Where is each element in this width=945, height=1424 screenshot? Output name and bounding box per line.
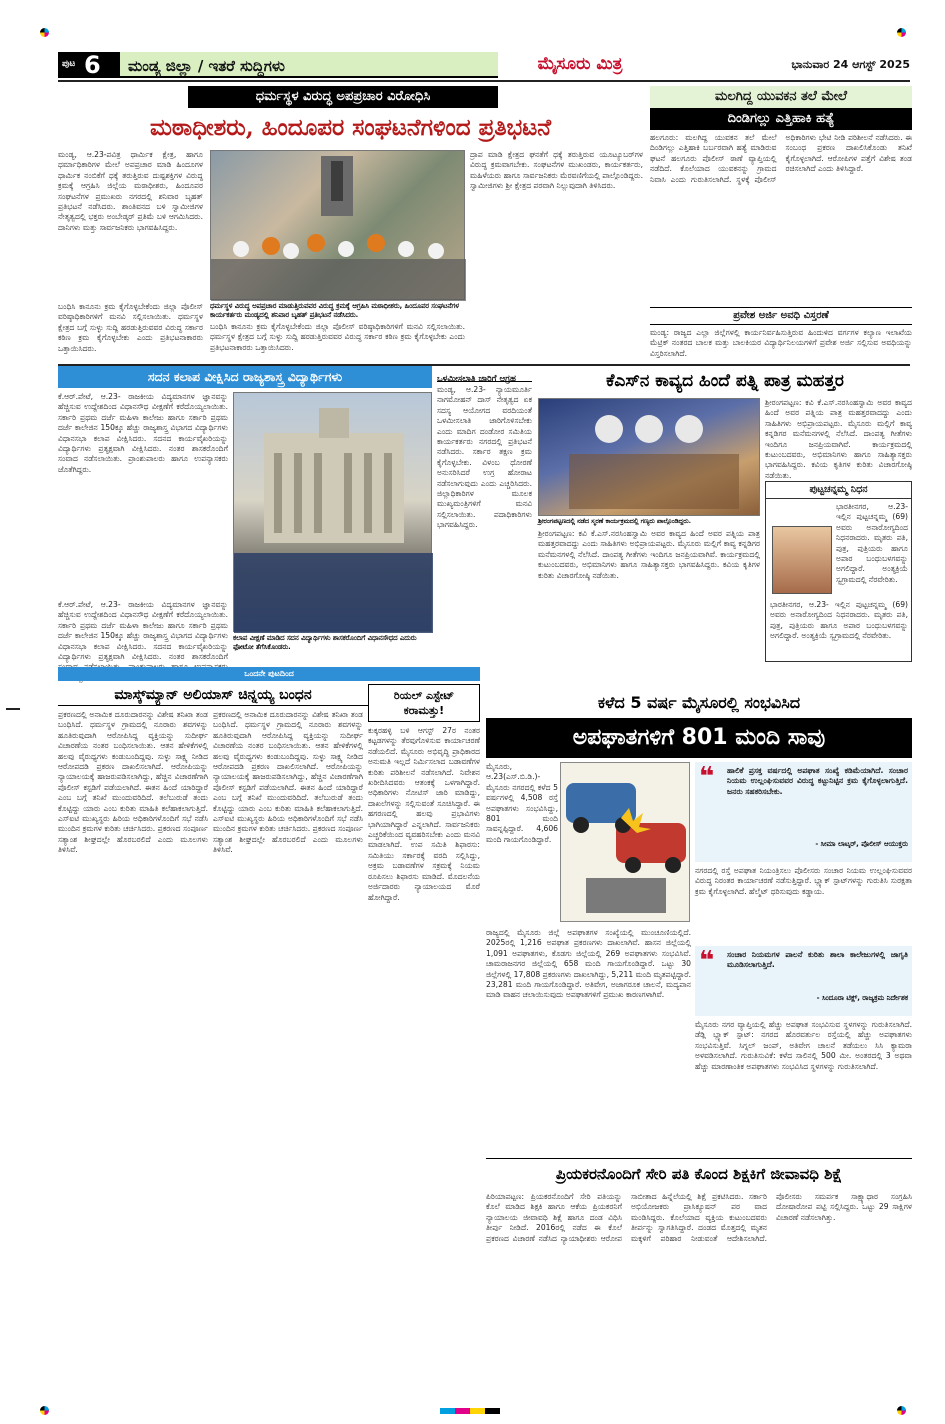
obituary-body-cont: ಭಾರತೀನಗರ, ಆ.23- ಇಲ್ಲಿನ ಪುಟ್ಟಚನ್ನಮ್ಮ (69) ಅವರು ಅನಾರೋಗ್ಯದಿಂದ ನಿಧನರಾದರು. ಮೃತರು ಪತಿ, ಪುತ್ರ, ಪುತ್ರಿಯರು ಹಾಗೂ ಅಪಾರ ಬಂಧುಬಳಗವನ್ನು ಅಗಲಿದ್ದಾರೆ. ಅಂತ್ಯಕ್ರಿಯೆ ಸ್ವಗ್ರಾಮದಲ್ಲಿ ನೆರವೇರಿತು. bbox=[770, 600, 908, 641]
right-headline: ದಿಂಡಿಗಲ್ಲು ಎತ್ತಿಹಾಕಿ ಹತ್ಯೆ bbox=[650, 108, 912, 130]
students-body: ಕೆ.ಆರ್.ಪೇಟೆ, ಆ.23- ರಾಜಕೀಯ ವಿದ್ಯಮಾನಗಳ ಜ್ಞಾನವನ್ನು ಹೆಚ್ಚಿಸುವ ಉದ್ದೇಶದಿಂದ ವಿಧಾನಸೌಧ ವೀಕ್ಷಣೆಗೆ ಕರೆದೊಯ್ಯಲಾಯಿತು. ಸರ್ಕಾರಿ ಪ್ರಥಮ ದರ್ಜೆ ಮಹಿಳಾ ಕಾಲೇಜು ಹಾಗೂ ಸರ್ಕಾರಿ ಪ್ರಥಮ ದರ್ಜೆ ಕಾಲೇಜಿನ 150ಕ್ಕೂ ಹೆಚ್ಚು ರಾಜ್ಯಶಾಸ್ತ್ರ ವಿಭಾಗದ ವಿದ್ಯಾರ್ಥಿಗಳು ವಿಧಾನಸಭಾ ಕಲಾಪ ವೀಕ್ಷಿಸಿದರು. ಸದನದ ಕಾರ್ಯವೈಖರಿಯನ್ನು ವಿದ್ಯಾರ್ಥಿಗಳು ಪ್ರತ್ಯಕ್ಷವಾಗಿ ವೀಕ್ಷಿಸಿದರು. ನಂತರ ಶಾಸಕರೊಂದಿಗೆ ಸಂವಾದ ನಡೆಸಲಾಯಿತು. ಪ್ರಾಂಶುಪಾಲರು ಹಾಗೂ ಉಪನ್ಯಾಸಕರು ಜೊತೆಗಿದ್ದರು. bbox=[58, 392, 228, 474]
registration-mark bbox=[897, 1406, 906, 1415]
keesan-headline: ಕೆಎಸ್‌ನ ಕಾವ್ಯದ ಹಿಂದೆ ಪತ್ನಿ ಪಾತ್ರ ಮಹತ್ತರ bbox=[606, 371, 844, 391]
vidhana-soudha-photo bbox=[233, 392, 432, 632]
maskman-col1: ಪ್ರಕರಣದಲ್ಲಿ ಅನಾಮಿಕ ದೂರುದಾರನನ್ನು ವಿಶೇಷ ತನಿಖಾ ತಂಡ ಬಂಧಿಸಿದೆ. ಧರ್ಮಸ್ಥಳ ಗ್ರಾಮದಲ್ಲಿ ನೂರಾರು ಶವಗಳನ್ನು ಹೂತಿರುವುದಾಗಿ ಆರೋಪಿಸಿದ್ದ ವ್ಯಕ್ತಿಯನ್ನು ಸುದೀರ್ಘ ವಿಚಾರಣೆಯ ನಂತರ ಬಂಧಿಸಲಾಯಿತು. ಆತನ ಹೇಳಿಕೆಗಳಲ್ಲಿ ಹಲವು ವೈರುಧ್ಯಗಳು ಕಂಡುಬಂದಿದ್ದವು. ಸುಳ್ಳು ಸಾಕ್ಷ್ಯ ನೀಡಿದ ಆರೋಪದಡಿ ಪ್ರಕರಣ ದಾಖಲಿಸಲಾಗಿದೆ. ಆರೋಪಿಯನ್ನು ನ್ಯಾಯಾಲಯಕ್ಕೆ ಹಾಜರುಪಡಿಸಲಾಗಿದ್ದು, ಹೆಚ್ಚಿನ ವಿಚಾರಣೆಗಾಗಿ ಪೊಲೀಸ್ ಕಸ್ಟಡಿಗೆ ಪಡೆಯಲಾಗಿದೆ. ಈತನ ಹಿಂದೆ ಯಾರಿದ್ದಾರೆ ಎಂಬ ಬಗ್ಗೆ ತನಿಖೆ ಮುಂದುವರಿದಿದೆ. ತಲೆಬುರುಡೆ ತಂದು ಕೊಟ್ಟಿದ್ದು ಯಾರು ಎಂಬ ಕುರಿತು ಮಾಹಿತಿ ಕಲೆಹಾಕಲಾಗುತ್ತಿದೆ. ಎಸ್‌ಐಟಿ ಮುಖ್ಯಸ್ಥರು ಹಿರಿಯ ಅಧಿಕಾರಿಗಳೊಂದಿಗೆ ಸಭೆ ನಡೆಸಿ ಮುಂದಿನ ಕ್ರಮಗಳ ಕುರಿತು ಚರ್ಚಿಸಿದರು. ಪ್ರಕರಣದ ಸಂಪೂರ್ಣ ಸತ್ಯಾಂಶ ಶೀಘ್ರದಲ್ಲೇ ಹೊರಬರಲಿದೆ ಎಂದು ಮೂಲಗಳು ತಿಳಿಸಿವೆ. bbox=[58, 710, 208, 855]
students-photo-caption: ಕಲಾಪ ವೀಕ್ಷಣೆ ಮಾಡಿದ ಸದನ ವಿದ್ಯಾರ್ಥಿಗಳು ಶಾಸಕರೊಂದಿಗೆ ವಿಧಾನಸೌಧದ ಎದುರು ಫೋಟೋ ತೆಗೆಸಿಕೊಂಡರು. bbox=[233, 634, 417, 651]
registration-mark bbox=[40, 1406, 49, 1415]
quote-open-icon: ❝ bbox=[699, 946, 715, 976]
lead-photo-caption: ಧರ್ಮಸ್ಥಳ ವಿರುದ್ಧ ಅಪಪ್ರಚಾರ ಮಾಡುತ್ತಿರುವವರ ವಿರುದ್ಧ ಕ್ರಮಕ್ಕೆ ಆಗ್ರಹಿಸಿ ಮಠಾಧೀಶರು, ಹಿಂದೂಪರ ಸಂಘಟನೆಗಳ ಕಾರ್ಯಕರ್ತರು ಮಂಡ್ಯದಲ್ಲಿ ಶನಿವಾರ ಬೃಹತ್ ಪ್ರತಿಭಟನೆ ನಡೆಸಿದರು. bbox=[210, 302, 459, 319]
color-bar bbox=[440, 1408, 500, 1414]
quote-open-icon: ❝ bbox=[699, 762, 715, 792]
right-sub-headline: ಪ್ರವೇಶ ಅರ್ಜಿ ಅವಧಿ ವಿಸ್ತರಣೆ bbox=[650, 307, 912, 325]
realestate-headline: ರಿಯಲ್ ಎಸ್ಟೇಟ್ ಕರಾಮತ್ತು! bbox=[368, 684, 480, 722]
accident-quote2-box bbox=[695, 946, 912, 1016]
right-sub-body: ಮಂಡ್ಯ: ರಾಜ್ಯದ ಎಲ್ಲಾ ಜಿಲ್ಲೆಗಳಲ್ಲಿ ಕಾರ್ಯನಿರ್ವಹಿಸುತ್ತಿರುವ ಹಿಂದುಳಿದ ವರ್ಗಗಳ ಕಲ್ಯಾಣ ಇಲಾಖೆಯ ಮೆಟ್ರಿಕ್ ನಂತರದ ಬಾಲಕ ಮತ್ತು ಬಾಲಕಿಯರ ವಿದ್ಯಾರ್ಥಿನಿಲಯಗಳಿಗೆ ಪ್ರವೇಶ ಅರ್ಜಿ ಸಲ್ಲಿಸುವ ಅವಧಿಯನ್ನು ವಿಸ್ತರಿಸಲಾಗಿದೆ. bbox=[650, 328, 912, 358]
lead-kicker: ಧರ್ಮಸ್ಥಳ ವಿರುದ್ಧ ಅಪಪ್ರಚಾರ ವಿರೋಧಿಸಿ bbox=[188, 86, 498, 108]
accident-quote-box bbox=[695, 762, 912, 862]
obituary-photo bbox=[772, 526, 832, 594]
protest-crowd-illustration bbox=[211, 151, 466, 301]
lead-body-col1b: ಬಂಧಿಸಿ ಕಾನೂನು ಕ್ರಮ ಕೈಗೊಳ್ಳಬೇಕೆಂದು ಜಿಲ್ಲಾ ಪೊಲೀಸ್ ವರಿಷ್ಠಾಧಿಕಾರಿಗಳಿಗೆ ಮನವಿ ಸಲ್ಲಿಸಲಾಯಿತು. ಧರ್ಮಸ್ಥಳ ಕ್ಷೇತ್ರದ ಬಗ್ಗೆ ಸುಳ್ಳು ಸುದ್ದಿ ಹರಡುತ್ತಿರುವವರ ವಿರುದ್ಧ ಸರ್ಕಾರ ಕಠಿಣ ಕ್ರಮ ಕೈಗೊಳ್ಳಬೇಕು ಎಂದು ಪ್ರತಿಭಟನಾಕಾರರು ಒತ್ತಾಯಿಸಿದರು. bbox=[58, 302, 203, 353]
stage-illustration bbox=[539, 399, 761, 517]
accident-body1: ಮೈಸೂರು, ಆ.23(ಎಸ್.ಬಿ.ಡಿ.)- ಮೈಸೂರು ನಗರದಲ್ಲಿ ಕಳೆದ 5 ವರ್ಷಗಳಲ್ಲಿ 4,508 ರಸ್ತೆ ಅಪಘಾತಗಳು ಸಂಭವಿಸಿದ್ದು, 801 ಮಂದಿ ಸಾವನ್ನಪ್ಪಿದ್ದಾರೆ. 4,606 ಮಂದಿ ಗಾಯಗೊಂಡಿದ್ದಾರೆ. bbox=[486, 762, 558, 844]
realestate-body: ಕುಕ್ಕರಹಳ್ಳಿ ಬಳಿ ಆಗಸ್ಟ್ 27ರ ನಂತರ ಕಟ್ಟಡಗಳನ್ನು ತೆರವುಗೊಳಿಸುವ ಕಾರ್ಯಾಚರಣೆ ನಡೆಯಲಿದೆ. ಮೈಸೂರು ಅಭಿವೃದ್ಧಿ ಪ್ರಾಧಿಕಾರದ ಅನುಮತಿ ಇಲ್ಲದೆ ನಿರ್ಮಿಸಲಾದ ಬಡಾವಣೆಗಳ ಕುರಿತು ಪರಿಶೀಲನೆ ನಡೆಸಲಾಗಿದೆ. ನಿವೇಶನ ಖರೀದಿಸಿದವರು ಆತಂಕಕ್ಕೆ ಒಳಗಾಗಿದ್ದಾರೆ. ಅಧಿಕಾರಿಗಳು ನೋಟಿಸ್ ಜಾರಿ ಮಾಡಿದ್ದು, ದಾಖಲೆಗಳನ್ನು ಸಲ್ಲಿಸುವಂತೆ ಸೂಚಿಸಿದ್ದಾರೆ. ಈ ಹಗರಣದಲ್ಲಿ ಹಲವು ಪ್ರಭಾವಿಗಳು ಭಾಗಿಯಾಗಿದ್ದಾರೆ ಎನ್ನಲಾಗಿದೆ. ಸಾರ್ವಜನಿಕರು ಎಚ್ಚರಿಕೆಯಿಂದ ವ್ಯವಹರಿಸಬೇಕು ಎಂದು ಮನವಿ ಮಾಡಲಾಗಿದೆ. ಉಪ ಸಮಿತಿ ಶಿಫಾರಸು: ಸಮಿತಿಯು ಸರ್ಕಾರಕ್ಕೆ ವರದಿ ಸಲ್ಲಿಸಿದ್ದು, ಅಕ್ರಮ ಬಡಾವಣೆಗಳ ಸಕ್ರಮಕ್ಕೆ ನಿಯಮ ರೂಪಿಸಲು ಶಿಫಾರಸು ಮಾಡಿದೆ. ಮೊದಲನೆಯ ಅರ್ಜಿದಾರರು ನ್ಯಾಯಾಲಯದ ಮೊರೆ ಹೋಗಿದ್ದಾರೆ. bbox=[368, 726, 480, 902]
accident-body3: ನಗರದಲ್ಲಿ ರಸ್ತೆ ಅಪಘಾತ ನಿಯಂತ್ರಿಸಲು ಪೊಲೀಸರು ಸಂಚಾರ ನಿಯಮ ಉಲ್ಲಂಘಿಸುವವರ ವಿರುದ್ಧ ನಿರಂತರ ಕಾರ್ಯಾಚರಣೆ ನಡೆಸುತ್ತಿದ್ದಾರೆ. ಬ್ಲ್ಯಾಕ್ ಸ್ಪಾಟ್‌ಗಳನ್ನು ಗುರುತಿಸಿ ಸುರಕ್ಷತಾ ಕ್ರಮ ಕೈಗೊಳ್ಳಲಾಗಿದೆ. ಹೆಲ್ಮೆಟ್ ಧರಿಸುವುದು ಕಡ್ಡಾಯ. bbox=[695, 866, 912, 896]
section-bar bbox=[120, 52, 498, 78]
accident-illustration bbox=[560, 762, 690, 922]
keesan-caption: ಶ್ರೀರಂಗಪಟ್ಟಣದಲ್ಲಿ ನಡೆದ ಸ್ಮರಣೆ ಕಾರ್ಯಕ್ರಮದಲ್ಲಿ ಗಣ್ಯರು ಪಾಲ್ಗೊಂಡಿದ್ದರು. bbox=[538, 518, 692, 525]
mid-headline: ಒಳಮೀಸಲಾತಿ ಜಾರಿಗೆ ಆಗ್ರಹ bbox=[437, 374, 516, 384]
car-crash-illustration bbox=[561, 763, 691, 923]
building-illustration bbox=[234, 393, 433, 633]
accident-quote2-by: - ಸಿಂದೂರಾ ಟಿಕ್ಲ್, ರಾಜ್ಯಕ್ರಮ ನಿರ್ದೇಶಕ bbox=[816, 994, 908, 1002]
accident-kicker: ಕಳೆದ 5 ವರ್ಷ ಮೈಸೂರಲ್ಲಿ ಸಂಭವಿಸಿದ bbox=[597, 693, 801, 712]
students-headline-bar bbox=[58, 366, 432, 388]
accident-quote2: ಸಂಚಾರ ನಿಯಮಗಳ ಪಾಲನೆ ಕುರಿತು ಶಾಲಾ ಕಾಲೇಜುಗಳಲ್ಲಿ ಜಾಗೃತಿ ಮೂಡಿಸಲಾಗುತ್ತಿದೆ. bbox=[727, 950, 908, 970]
right-kicker: ಮಲಗಿದ್ದ ಯುವಕನ ತಲೆ ಮೇಲೆ bbox=[650, 86, 912, 108]
maskman-col2: ಪ್ರಕರಣದಲ್ಲಿ ಅನಾಮಿಕ ದೂರುದಾರನನ್ನು ವಿಶೇಷ ತನಿಖಾ ತಂಡ ಬಂಧಿಸಿದೆ. ಧರ್ಮಸ್ಥಳ ಗ್ರಾಮದಲ್ಲಿ ನೂರಾರು ಶವಗಳನ್ನು ಹೂತಿರುವುದಾಗಿ ಆರೋಪಿಸಿದ್ದ ವ್ಯಕ್ತಿಯನ್ನು ಸುದೀರ್ಘ ವಿಚಾರಣೆಯ ನಂತರ ಬಂಧಿಸಲಾಯಿತು. ಆತನ ಹೇಳಿಕೆಗಳಲ್ಲಿ ಹಲವು ವೈರುಧ್ಯಗಳು ಕಂಡುಬಂದಿದ್ದವು. ಸುಳ್ಳು ಸಾಕ್ಷ್ಯ ನೀಡಿದ ಆರೋಪದಡಿ ಪ್ರಕರಣ ದಾಖಲಿಸಲಾಗಿದೆ. ಆರೋಪಿಯನ್ನು ನ್ಯಾಯಾಲಯಕ್ಕೆ ಹಾಜರುಪಡಿಸಲಾಗಿದ್ದು, ಹೆಚ್ಚಿನ ವಿಚಾರಣೆಗಾಗಿ ಪೊಲೀಸ್ ಕಸ್ಟಡಿಗೆ ಪಡೆಯಲಾಗಿದೆ. ಈತನ ಹಿಂದೆ ಯಾರಿದ್ದಾರೆ ಎಂಬ ಬಗ್ಗೆ ತನಿಖೆ ಮುಂದುವರಿದಿದೆ. ತಲೆಬುರುಡೆ ತಂದು ಕೊಟ್ಟಿದ್ದು ಯಾರು ಎಂಬ ಕುರಿತು ಮಾಹಿತಿ ಕಲೆಹಾಕಲಾಗುತ್ತಿದೆ. ಎಸ್‌ಐಟಿ ಮುಖ್ಯಸ್ಥರು ಹಿರಿಯ ಅಧಿಕಾರಿಗಳೊಂದಿಗೆ ಸಭೆ ನಡೆಸಿ ಮುಂದಿನ ಕ್ರಮಗಳ ಕುರಿತು ಚರ್ಚಿಸಿದರು. ಪ್ರಕರಣದ ಸಂಪೂರ್ಣ ಸತ್ಯಾಂಶ ಶೀಘ್ರದಲ್ಲೇ ಹೊರಬರಲಿದೆ ಎಂದು ಮೂಲಗಳು ತಿಳಿಸಿವೆ. bbox=[213, 710, 363, 855]
keesan-body: ಶ್ರೀರಂಗಪಟ್ಟಣ: ಕವಿ ಕೆ.ಎಸ್.ನರಸಿಂಹಸ್ವಾಮಿ ಅವರ ಕಾವ್ಯದ ಹಿಂದೆ ಅವರ ಪತ್ನಿಯ ಪಾತ್ರ ಮಹತ್ತರವಾದದ್ದು ಎಂದು ಸಾಹಿತಿಗಳು ಅಭಿಪ್ರಾಯಪಟ್ಟರು. ಮೈಸೂರು ಮಲ್ಲಿಗೆ ಕಾವ್ಯ ಕನ್ನಡಿಗರ ಮನೆಮನಗಳಲ್ಲಿ ನೆಲೆಸಿದೆ. ದಾಂಪತ್ಯ ಗೀತೆಗಳು ಇಂದಿಗೂ ಜನಪ್ರಿಯವಾಗಿವೆ. ಕಾರ್ಯಕ್ರಮದಲ್ಲಿ ಕುಟುಂಬದವರು, ಅಭಿಮಾನಿಗಳು ಹಾಗೂ ಸಾಹಿತ್ಯಾಸಕ್ತರು ಭಾಗವಹಿಸಿದ್ದರು. ಕವಿಯ ಕೃತಿಗಳ ಕುರಿತು ವಿಚಾರಗೋಷ್ಠಿ ನಡೆಯಿತು. bbox=[538, 529, 760, 580]
margin-mark bbox=[6, 708, 20, 710]
obituary-body: ಭಾರತೀನಗರ, ಆ.23- ಇಲ್ಲಿನ ಪುಟ್ಟಚನ್ನಮ್ಮ (69) ಅವರು ಅನಾರೋಗ್ಯದಿಂದ ನಿಧನರಾದರು. ಮೃತರು ಪತಿ, ಪುತ್ರ, ಪುತ್ರಿಯರು ಹಾಗೂ ಅಪಾರ ಬಂಧುಬಳಗವನ್ನು ಅಗಲಿದ್ದಾರೆ. ಅಂತ್ಯಕ್ರಿಯೆ ಸ್ವಗ್ರಾಮದಲ್ಲಿ ನೆರವೇರಿತು. bbox=[836, 502, 908, 584]
obituary-title: ಪುಟ್ಟಚನ್ನಮ್ಮ ನಿಧನ bbox=[766, 482, 911, 499]
right-body: ಹಲಗೂರು: ಮಲಗಿದ್ದ ಯುವಕನ ತಲೆ ಮೇಲೆ ದಿಂಡಿಗಲ್ಲು ಎತ್ತಿಹಾಕಿ ಬರ್ಬರವಾಗಿ ಹತ್ಯೆ ಮಾಡಿರುವ ಘಟನೆ ಹಲಗೂರು ಪೊಲೀಸ್ ಠಾಣೆ ವ್ಯಾಪ್ತಿಯಲ್ಲಿ ನಡೆದಿದೆ. ಕೊಲೆಯಾದ ಯುವಕನನ್ನು ಗ್ರಾಮದ ನಿವಾಸಿ ಎಂದು ಗುರುತಿಸಲಾಗಿದೆ. ಸ್ಥಳಕ್ಕೆ ಪೊಲೀಸ್ ಅಧಿಕಾರಿಗಳು ಭೇಟಿ ನೀಡಿ ಪರಿಶೀಲನೆ ನಡೆಸಿದರು. ಈ ಸಂಬಂಧ ಪ್ರಕರಣ ದಾಖಲಿಸಿಕೊಂಡು ತನಿಖೆ ಕೈಗೊಳ್ಳಲಾಗಿದೆ. ಆರೋಪಿಗಳ ಪತ್ತೆಗೆ ವಿಶೇಷ ತಂಡ ರಚಿಸಲಾಗಿದೆ ಎಂದು ತಿಳಿಸಿದ್ದಾರೆ. bbox=[650, 133, 912, 184]
obituary-box bbox=[765, 481, 912, 662]
accident-quote-by: - ಸೀಮಾ ಲಾಟ್ಕರ್, ಪೊಲೀಸ್ ಆಯುಕ್ತರು bbox=[815, 840, 908, 848]
mid-body: ಮಂಡ್ಯ, ಆ.23- ನ್ಯಾಯಮೂರ್ತಿ ನಾಗಮೋಹನ್ ದಾಸ್ ನೇತೃತ್ವದ ಏಕ ಸದಸ್ಯ ಆಯೋಗದ ವರದಿಯಂತೆ ಒಳಮೀಸಲಾತಿ ಜಾರಿಗೊಳಿಸಬೇಕು ಎಂದು ಮಾದಿಗ ದಂಡೋರ ಸಮಿತಿಯ ಕಾರ್ಯಕರ್ತರು ನಗರದಲ್ಲಿ ಪ್ರತಿಭಟನೆ ನಡೆಸಿದರು. ಸರ್ಕಾರ ತಕ್ಷಣ ಕ್ರಮ ಕೈಗೊಳ್ಳಬೇಕು. ವಿಳಂಬ ಧೋರಣೆ ಅನುಸರಿಸಿದರೆ ಉಗ್ರ ಹೋರಾಟ ನಡೆಸಲಾಗುವುದು ಎಂದು ಎಚ್ಚರಿಸಿದರು. ಜಿಲ್ಲಾಧಿಕಾರಿಗಳ ಮೂಲಕ ಮುಖ್ಯಮಂತ್ರಿಗಳಿಗೆ ಮನವಿ ಸಲ್ಲಿಸಲಾಯಿತು. ಪದಾಧಿಕಾರಿಗಳು ಭಾಗವಹಿಸಿದ್ದರು. bbox=[437, 385, 532, 530]
lead-headline: ಮಠಾಧೀಶರು, ಹಿಂದೂಪರ ಸಂಘಟನೆಗಳಿಂದ ಪ್ರತಿಭಟನೆ bbox=[150, 114, 551, 141]
continued-label: ಒಂದನೇ ಪುಟದಿಂದ bbox=[244, 669, 294, 678]
maskman-headline: ಮಾಸ್ಕ್‌ಮ್ಯಾನ್ ಅಲಿಯಾಸ್ ಚಿನ್ನಯ್ಯ ಬಂಧನ bbox=[58, 684, 368, 706]
issue-date: ಭಾನುವಾರ 24 ಆಗಸ್ಟ್ 2025 bbox=[791, 58, 910, 71]
lead-photo bbox=[210, 150, 465, 300]
masthead-logo: ಮೈಸೂರು ಮಿತ್ರ bbox=[537, 54, 623, 74]
registration-mark bbox=[40, 28, 49, 37]
lead-body-col3: ದ್ರಾಪ ಮಾಡಿ ಕ್ಷೇತ್ರದ ಘನತೆಗೆ ಧಕ್ಕೆ ತರುತ್ತಿರುವ ಯೂಟ್ಯೂಬರ್‌ಗಳ ವಿರುದ್ಧ ಕ್ರಮವಾಗಬೇಕು. ಸಂಘಟನೆಗಳ ಮುಖಂಡರು, ಕಾರ್ಯಕರ್ತರು, ಮಹಿಳೆಯರು ಹಾಗೂ ಸಾರ್ವಜನಿಕರು ಮೆರವಣಿಗೆಯಲ್ಲಿ ಪಾಲ್ಗೊಂಡಿದ್ದರು. ಸ್ವಾಮೀಜಿಗಳು ಶ್ರೀ ಕ್ಷೇತ್ರದ ಪರವಾಗಿ ನಿಲ್ಲುವುದಾಗಿ ತಿಳಿಸಿದರು. bbox=[470, 150, 643, 191]
keesan-body-right: ಶ್ರೀರಂಗಪಟ್ಟಣ: ಕವಿ ಕೆ.ಎಸ್.ನರಸಿಂಹಸ್ವಾಮಿ ಅವರ ಕಾವ್ಯದ ಹಿಂದೆ ಅವರ ಪತ್ನಿಯ ಪಾತ್ರ ಮಹತ್ತರವಾದದ್ದು ಎಂದು ಸಾಹಿತಿಗಳು ಅಭಿಪ್ರಾಯಪಟ್ಟರು. ಮೈಸೂರು ಮಲ್ಲಿಗೆ ಕಾವ್ಯ ಕನ್ನಡಿಗರ ಮನೆಮನಗಳಲ್ಲಿ ನೆಲೆಸಿದೆ. ದಾಂಪತ್ಯ ಗೀತೆಗಳು ಇಂದಿಗೂ ಜನಪ್ರಿಯವಾಗಿವೆ. ಕಾರ್ಯಕ್ರಮದಲ್ಲಿ ಕುಟುಂಬದವರು, ಅಭಿಮಾನಿಗಳು ಹಾಗೂ ಸಾಹಿತ್ಯಾಸಕ್ತರು ಭಾಗವಹಿಸಿದ್ದರು. ಕವಿಯ ಕೃತಿಗಳ ಕುರಿತು ವಿಚಾರಗೋಷ್ಠಿ ನಡೆಯಿತು. bbox=[765, 398, 912, 480]
keesan-photo bbox=[538, 398, 760, 516]
continued-bar bbox=[58, 667, 480, 681]
accident-headline-box bbox=[486, 718, 912, 758]
lead-body-col1: ಮಂಡ್ಯ, ಆ.23-ಪವಿತ್ರ ಧಾರ್ಮಿಕ ಕ್ಷೇತ್ರ, ಹಾಗೂ ಧರ್ಮಾಧಿಕಾರಿಗಳ ಮೇಲೆ ಅಪಪ್ರಚಾರ ಮಾಡಿ ಹಿಂದೂಗಳ ಧಾರ್ಮಿಕ ನಂಬಿಕೆಗೆ ಧಕ್ಕೆ ತರುತ್ತಿರುವ ದುಷ್ಟಶಕ್ತಿಗಳ ವಿರುದ್ಧ ಕ್ರಮಕ್ಕೆ ಆಗ್ರಹಿಸಿ ಜಿಲ್ಲೆಯ ಮಠಾಧೀಶರು, ಹಿಂದೂಪರ ಸಂಘಟನೆಗಳ ಪ್ರಮುಖರು ನಗರದಲ್ಲಿ ಶನಿವಾರ ಬೃಹತ್ ಪ್ರತಿಭಟನೆ ನಡೆಸಿದರು. ಶಾಂತಿವನದ ಬಳಿ ಸ್ವಾಮೀಜಿಗಳ ನೇತೃತ್ವದಲ್ಲಿ ಭಕ್ತರು ಅಂಬೇಡ್ಕರ್ ಪ್ರತಿಮೆ ಬಳಿ ಆಗಮಿಸಿದರು. ದಾನಿಗಳು ಮತ್ತು ಸಾರ್ವಜನಿಕರು ಭಾಗವಹಿಸಿದ್ದರು. bbox=[58, 150, 203, 232]
mid-headline-box bbox=[437, 366, 532, 382]
accident-headline: ಅಪಘಾತಗಳಿಗೆ 801 ಮಂದಿ ಸಾವು bbox=[572, 725, 826, 750]
accident-quote: ಹಾಲಿಕೆ ಪ್ರಸಕ್ತ ವರ್ಷದಲ್ಲಿ ಅಪಘಾತ ಸಂಖ್ಯೆ ಕಡಿಮೆಯಾಗಿದೆ. ಸಂಚಾರ ನಿಯಮ ಉಲ್ಲಂಘಿಸುವವರ ವಿರುದ್ಧ ಕಟ್ಟುನಿಟ್ಟಿನ ಕ್ರಮ ಕೈಗೊಳ್ಳಲಾಗುತ್ತಿದೆ. ಜನರು ಸಹಕರಿಸಬೇಕು. bbox=[727, 766, 908, 796]
page-label: ಪುಟ bbox=[62, 59, 76, 69]
accident-body4: ಮೈಸೂರು ನಗರ ವ್ಯಾಪ್ತಿಯಲ್ಲಿ ಹೆಚ್ಚು ಅಪಘಾತ ಸಂಭವಿಸುವ ಸ್ಥಳಗಳನ್ನು ಗುರುತಿಸಲಾಗಿದೆ. ಡೆಡ್ಲಿ ಬ್ಲ್ಯಾಕ್ ಸ್ಪಾಟ್: ನಗರದ ಹೊರವರ್ತುಲ ರಸ್ತೆಯಲ್ಲಿ ಹೆಚ್ಚು ಅಪಘಾತಗಳು ಸಂಭವಿಸುತ್ತಿವೆ. ಸಿಗ್ನಲ್ ಜಂಪ್, ಅತಿವೇಗ ಚಾಲನೆ ತಡೆಯಲು ಸಿಸಿ ಕ್ಯಾಮರಾ ಅಳವಡಿಸಲಾಗಿದೆ. ಗುರುತಿಸುವಿಕೆ: ಕಳೆದ ಸಾಲಿನಲ್ಲಿ 500 ಮೀ. ಅಂತರದಲ್ಲಿ 3 ಅಥವಾ ಹೆಚ್ಚು ಮಾರಣಾಂತಿಕ ಅಪಘಾತಗಳು ಸಂಭವಿಸಿದ ಸ್ಥಳಗಳನ್ನು ಗುರುತಿಸಲಾಗಿದೆ. bbox=[695, 1020, 912, 1071]
lead-body-col2: ಬಂಧಿಸಿ ಕಾನೂನು ಕ್ರಮ ಕೈಗೊಳ್ಳಬೇಕೆಂದು ಜಿಲ್ಲಾ ಪೊಲೀಸ್ ವರಿಷ್ಠಾಧಿಕಾರಿಗಳಿಗೆ ಮನವಿ ಸಲ್ಲಿಸಲಾಯಿತು. ಧರ್ಮಸ್ಥಳ ಕ್ಷೇತ್ರದ ಬಗ್ಗೆ ಸುಳ್ಳು ಸುದ್ದಿ ಹರಡುತ್ತಿರುವವರ ವಿರುದ್ಧ ಸರ್ಕಾರ ಕಠಿಣ ಕ್ರಮ ಕೈಗೊಳ್ಳಬೇಕು ಎಂದು ಪ್ರತಿಭಟನಾಕಾರರು ಒತ್ತಾಯಿಸಿದರು. bbox=[210, 322, 465, 352]
page-number-box bbox=[58, 52, 120, 78]
accident-body2: ರಾಜ್ಯದಲ್ಲಿ ಮೈಸೂರು ಜಿಲ್ಲೆ ಅಪಘಾತಗಳ ಸಂಖ್ಯೆಯಲ್ಲಿ ಮುಂಚೂಣಿಯಲ್ಲಿದೆ. 2025ರಲ್ಲಿ 1,216 ಅಪಘಾತ ಪ್ರಕರಣಗಳು ದಾಖಲಾಗಿವೆ. ಹಾಸನ ಜಿಲ್ಲೆಯಲ್ಲಿ 1,091 ಅಪಘಾತಗಳು, ಕೊಡಗು ಜಿಲ್ಲೆಯಲ್ಲಿ 269 ಅಪಘಾತಗಳು ಸಂಭವಿಸಿವೆ. ಚಾಮರಾಜನಗರ ಜಿಲ್ಲೆಯಲ್ಲಿ 658 ಮಂದಿ ಗಾಯಗೊಂಡಿದ್ದಾರೆ. ಒಟ್ಟು 30 ಜಿಲ್ಲೆಗಳಲ್ಲಿ 17,808 ಪ್ರಕರಣಗಳು ದಾಖಲಾಗಿದ್ದು, 5,211 ಮಂದಿ ಮೃತಪಟ್ಟಿದ್ದಾರೆ. 23,281 ಮಂದಿ ಗಾಯಗೊಂಡಿದ್ದಾರೆ. ಅತಿವೇಗ, ಅಜಾಗರೂಕ ಚಾಲನೆ, ಮದ್ಯಪಾನ ಮಾಡಿ ವಾಹನ ಚಲಾಯಿಸುವುದು ಅಪಘಾತಗಳಿಗೆ ಪ್ರಮುಖ ಕಾರಣಗಳಾಗಿವೆ. bbox=[486, 928, 691, 1000]
header-rule bbox=[58, 80, 910, 82]
students-headline: ಸದನ ಕಲಾಪ ವೀಕ್ಷಿಸಿದ ರಾಜ್ಯಶಾಸ್ತ್ರ ವಿದ್ಯಾರ್ಥಿಗಳು bbox=[147, 369, 343, 384]
page-number: 6 bbox=[84, 51, 101, 79]
registration-mark bbox=[897, 28, 906, 37]
lover-headline: ಪ್ರಿಯಕರನೊಂದಿಗೆ ಸೇರಿ ಪತಿ ಕೊಂದ ಶಿಕ್ಷಕಿಗೆ ಜೀವಾವಧಿ ಶಿಕ್ಷೆ bbox=[486, 1158, 912, 1188]
students-body-cont: ಕೆ.ಆರ್.ಪೇಟೆ, ಆ.23- ರಾಜಕೀಯ ವಿದ್ಯಮಾನಗಳ ಜ್ಞಾನವನ್ನು ಹೆಚ್ಚಿಸುವ ಉದ್ದೇಶದಿಂದ ವಿಧಾನಸೌಧ ವೀಕ್ಷಣೆಗೆ ಕರೆದೊಯ್ಯಲಾಯಿತು. ಸರ್ಕಾರಿ ಪ್ರಥಮ ದರ್ಜೆ ಮಹಿಳಾ ಕಾಲೇಜು ಹಾಗೂ ಸರ್ಕಾರಿ ಪ್ರಥಮ ದರ್ಜೆ ಕಾಲೇಜಿನ 150ಕ್ಕೂ ಹೆಚ್ಚು ರಾಜ್ಯಶಾಸ್ತ್ರ ವಿಭಾಗದ ವಿದ್ಯಾರ್ಥಿಗಳು ವಿಧಾನಸಭಾ ಕಲಾಪ ವೀಕ್ಷಿಸಿದರು. ಸದನದ ಕಾರ್ಯವೈಖರಿಯನ್ನು ವಿದ್ಯಾರ್ಥಿಗಳು ಪ್ರತ್ಯಕ್ಷವಾಗಿ ವೀಕ್ಷಿಸಿದರು. ನಂತರ ಶಾಸಕರೊಂದಿಗೆ bbox=[58, 600, 228, 662]
section-title: ಮಂಡ್ಯ ಜಿಲ್ಲಾ / ಇತರೆ ಸುದ್ದಿಗಳು bbox=[128, 57, 285, 75]
lover-body: ಪಿರಿಯಾಪಟ್ಟಣ: ಪ್ರಿಯಕರನೊಂದಿಗೆ ಸೇರಿ ಪತಿಯನ್ನು ಕೊಲೆ ಮಾಡಿದ ಶಿಕ್ಷಕಿ ಹಾಗೂ ಆಕೆಯ ಪ್ರಿಯಕರನಿಗೆ ನ್ಯಾಯಾಲಯ ಜೀವಾವಧಿ ಶಿಕ್ಷೆ ಹಾಗೂ ದಂಡ ವಿಧಿಸಿ ತೀರ್ಪು ನೀಡಿದೆ. 2016ರಲ್ಲಿ ನಡೆದ ಈ ಕೊಲೆ ಪ್ರಕರಣದ ವಿಚಾರಣೆ ನಡೆಸಿದ ನ್ಯಾಯಾಧೀಶರು ಆರೋಪ ಸಾಬೀತಾದ ಹಿನ್ನೆಲೆಯಲ್ಲಿ ಶಿಕ್ಷೆ ಪ್ರಕಟಿಸಿದರು. ಸರ್ಕಾರಿ ಅಭಿಯೋಜಕರು ಪ್ರಾಸಿಕ್ಯೂಷನ್ ಪರ ವಾದ ಮಂಡಿಸಿದ್ದರು. ಕೊಲೆಯಾದ ವ್ಯಕ್ತಿಯ ಕುಟುಂಬದವರು ತೀರ್ಪನ್ನು ಸ್ವಾಗತಿಸಿದ್ದಾರೆ. ದಂಡದ ಮೊತ್ತದಲ್ಲಿ ಮೃತನ ಮಕ್ಕಳಿಗೆ ಪರಿಹಾರ ನೀಡುವಂತೆ ಆದೇಶಿಸಲಾಗಿದೆ. ಪೊಲೀಸರು ಸಮರ್ಪಕ ಸಾಕ್ಷ್ಯಾಧಾರ ಸಂಗ್ರಹಿಸಿ ದೋಷಾರೋಪ ಪಟ್ಟಿ ಸಲ್ಲಿಸಿದ್ದರು. ಒಟ್ಟು 29 ಸಾಕ್ಷಿಗಳ ವಿಚಾರಣೆ ನಡೆಸಲಾಗಿತ್ತು. bbox=[486, 1192, 912, 1243]
